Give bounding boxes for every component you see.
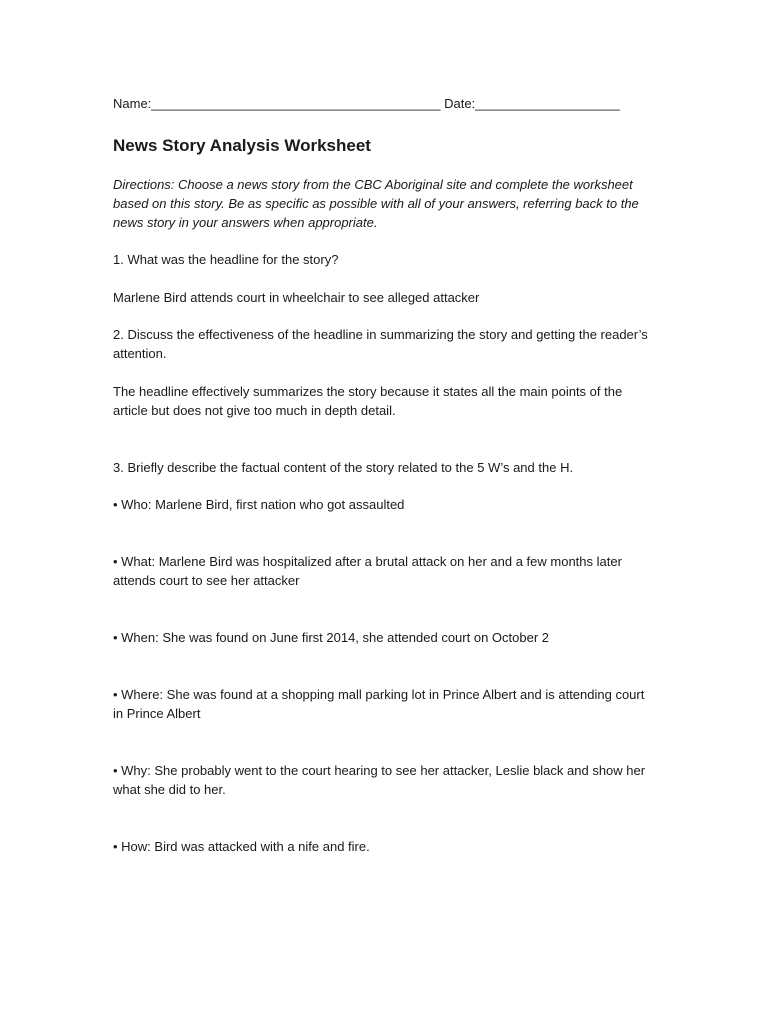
bullet-where: • Where: She was found at a shopping mall parking lot in Prince Albert and is attending court in Prince Albert [113, 687, 645, 721]
directions-text: Directions: Choose a news story from the CBC Aboriginal site and complete the worksheet based on this story. Be as specific as possible with all of your answers, referring back to the news story in your answers when appropriate. [113, 177, 639, 230]
bullet-who: • Who: Marlene Bird, first nation who got assaulted [113, 497, 405, 512]
bullet-how: • How: Bird was attacked with a nife and fire. [113, 839, 370, 854]
answer-1: Marlene Bird attends court in wheelchair to see alleged attacker [113, 290, 480, 305]
question-2: 2. Discuss the effectiveness of the headline in summarizing the story and getting the reader’s attention. [113, 327, 648, 361]
worksheet-page [113, 94, 653, 856]
bullet-what: • What: Marlene Bird was hospitalized after a brutal attack on her and a few months later attends court to see her attacker [113, 554, 622, 588]
worksheet-title: News Story Analysis Worksheet [113, 136, 371, 155]
question-1: 1. What was the headline for the story? [113, 252, 339, 267]
bullet-why: • Why: She probably went to the court hearing to see her attacker, Leslie black and show her what she did to her. [113, 763, 646, 797]
bullet-when: • When: She was found on June first 2014, she attended court on October 2 [113, 630, 549, 645]
name-date-line: Name:________________________________________ Date:____________________ [113, 96, 620, 111]
answer-2: The headline effectively summarizes the story because it states all the main points of the article but does not give too much in depth detail. [113, 384, 623, 418]
question-3: 3. Briefly describe the factual content of the story related to the 5 W’s and the H. [113, 460, 574, 475]
